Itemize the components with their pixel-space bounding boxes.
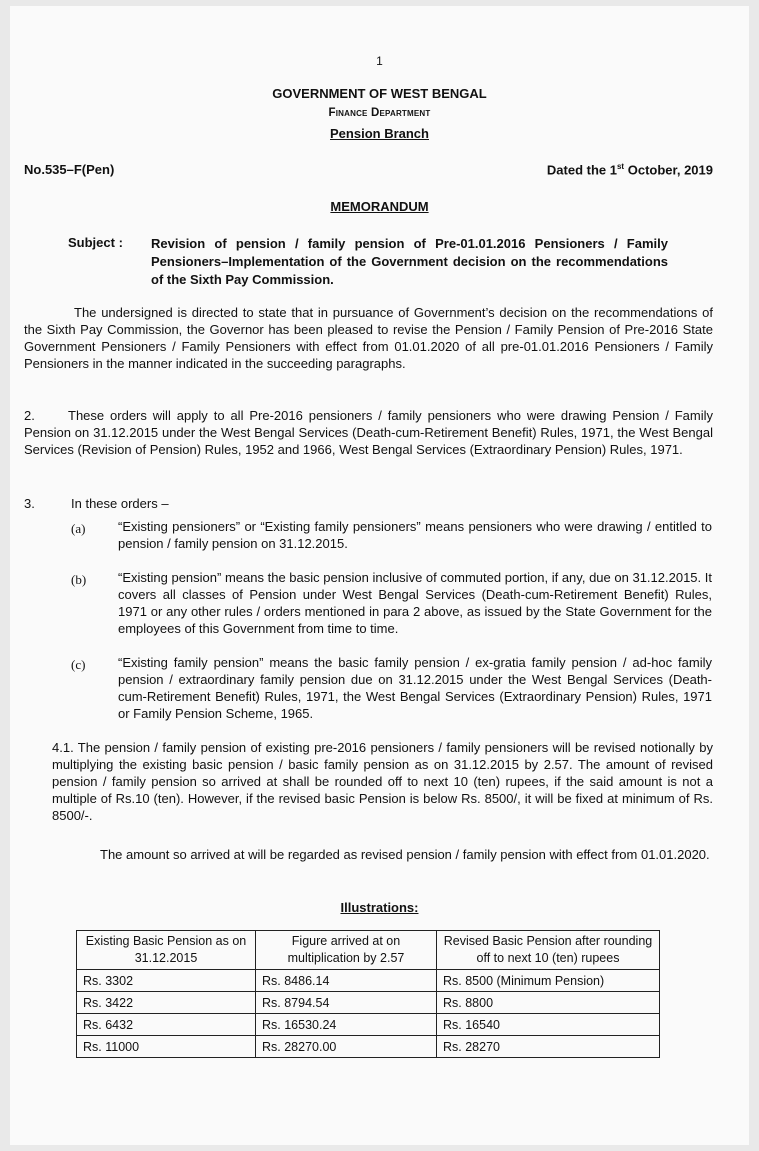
memorandum-title: MEMORANDUM	[330, 199, 429, 214]
table-cell: Rs. 11000	[77, 1036, 256, 1058]
paragraph-2-number: 2.	[24, 408, 35, 423]
subject-label: Subject :	[68, 235, 123, 250]
paragraph-1: The undersigned is directed to state that in pursuance of Government’s decision on the recommendations of the Sixth Pay Commission, the Governor has been pleased to revise the Pension / Family Pension of Pre-2016 State Government Pensioners / Family Pensioners with effect from 01.01.2020 of all pre-01.01.2016 Pensioners / Family Pensioners in the manner indicated in the succeeding paragraphs.	[24, 305, 713, 371]
memorandum-title-wrap	[10, 199, 749, 214]
illustrations-table	[76, 930, 660, 1058]
table-row	[77, 970, 660, 992]
table-header-row	[77, 931, 660, 970]
branch-heading: Pension Branch	[330, 126, 429, 141]
memo-number: No.535–F(Pen)	[24, 162, 115, 177]
column-header: Figure arrived at on multiplication by 2.57	[256, 931, 437, 970]
table-cell: Rs. 16530.24	[256, 1014, 437, 1036]
table-row	[77, 992, 660, 1014]
table-cell: Rs. 6432	[77, 1014, 256, 1036]
paragraph-3-intro: In these orders –	[71, 496, 169, 511]
column-header: Existing Basic Pension as on 31.12.2015	[77, 931, 256, 970]
table-cell: Rs. 16540	[437, 1014, 660, 1036]
clause-b-label: (b)	[71, 572, 87, 587]
date-suffix: October, 2019	[624, 162, 713, 178]
illustrations-heading: Illustrations:	[340, 900, 419, 915]
clause-a-label: (a)	[71, 521, 86, 536]
table-cell: Rs. 8800	[437, 992, 660, 1014]
date-prefix: Dated the 1	[546, 162, 617, 178]
clause-a-text: “Existing pensioners” or “Existing family pensioners” means pensioners who were drawing / entitled to pension / family pension on 31.12.2015.	[118, 519, 712, 551]
paragraph-2	[24, 407, 713, 458]
table-row	[77, 1036, 660, 1058]
illustrations-heading-wrap	[10, 900, 749, 915]
department-heading: Finance Department	[328, 107, 431, 119]
paragraph-2-text: These orders will apply to all Pre-2016 pensioners / family pensioners who were drawing Pension / Family Pension on 31.12.2015 under the West Bengal Services (Death-cum-Retirement Benefit) Rules, 1971, the West Bengal Services (Revision of Pension) Rules, 1952 and 1966, West Bengal Services (Extraordinary Pension) Rules, 1971.	[24, 408, 713, 457]
clause-b-text: “Existing pension” means the basic pension inclusive of commuted portion, if any, due on 31.12.2015. It covers all classes of Pension under West Bengal Services (Death-cum-Retirement Benefit) Rules, 1971 or any other rules / orders mentioned in para 2 above, as issued by the State Government for the employees of this Government from time to time.	[118, 570, 712, 636]
table-row	[77, 1014, 660, 1036]
memo-date	[547, 162, 713, 177]
table-cell: Rs. 8486.14	[256, 970, 437, 992]
paragraph-5: The amount so arrived at will be regarded as revised pension / family pension with effect from 01.01.2020.	[100, 847, 710, 862]
table-cell: Rs. 28270	[437, 1036, 660, 1058]
table-cell: Rs. 8500 (Minimum Pension)	[437, 970, 660, 992]
table-cell: Rs. 28270.00	[256, 1036, 437, 1058]
clause-c-label: (c)	[71, 657, 86, 672]
subject-text: Revision of pension / family pension of Pre-01.01.2016 Pensioners / Family Pensioners–Implementation of the Government decision on the recommendations of the Sixth Pay Commission.	[151, 236, 668, 287]
table-cell: Rs. 3302	[77, 970, 256, 992]
paragraph-4-1: 4.1. The pension / family pension of existing pre-2016 pensioners / family pensioners will be revised notionally by multiplying the existing basic pension / basic family pension as on 31.12.2015 by 2.57. The amount of revised pension / family pension so arrived at shall be rounded off to next 10 (ten) rupees, if the said amount is not a multiple of Rs.10 (ten). However, if the revised basic Pension is below Rs. 8500/, it will be fixed at minimum of Rs. 8500/-.	[52, 740, 713, 823]
branch-heading-wrap	[10, 126, 749, 141]
table-cell: Rs. 8794.54	[256, 992, 437, 1014]
clause-c-text: “Existing family pension” means the basic family pension / ex-gratia family pension / ad-hoc family pension / extraordinary family pension due on 31.12.2015 under the West Bengal Services (Death-cum-Retirement Benefit) Rules, 1971, the West Bengal Services (Extraordinary Pension) Rules, 1971 or Family Pension Scheme, 1965.	[118, 655, 712, 721]
paragraph-3-number: 3.	[24, 496, 35, 511]
date-superscript: st	[616, 162, 625, 171]
document-page	[10, 6, 749, 1145]
column-header: Revised Basic Pension after rounding off to next 10 (ten) rupees	[437, 931, 660, 970]
government-heading: GOVERNMENT OF WEST BENGAL	[272, 86, 487, 101]
page-number: 1	[376, 54, 383, 68]
table-cell: Rs. 3422	[77, 992, 256, 1014]
